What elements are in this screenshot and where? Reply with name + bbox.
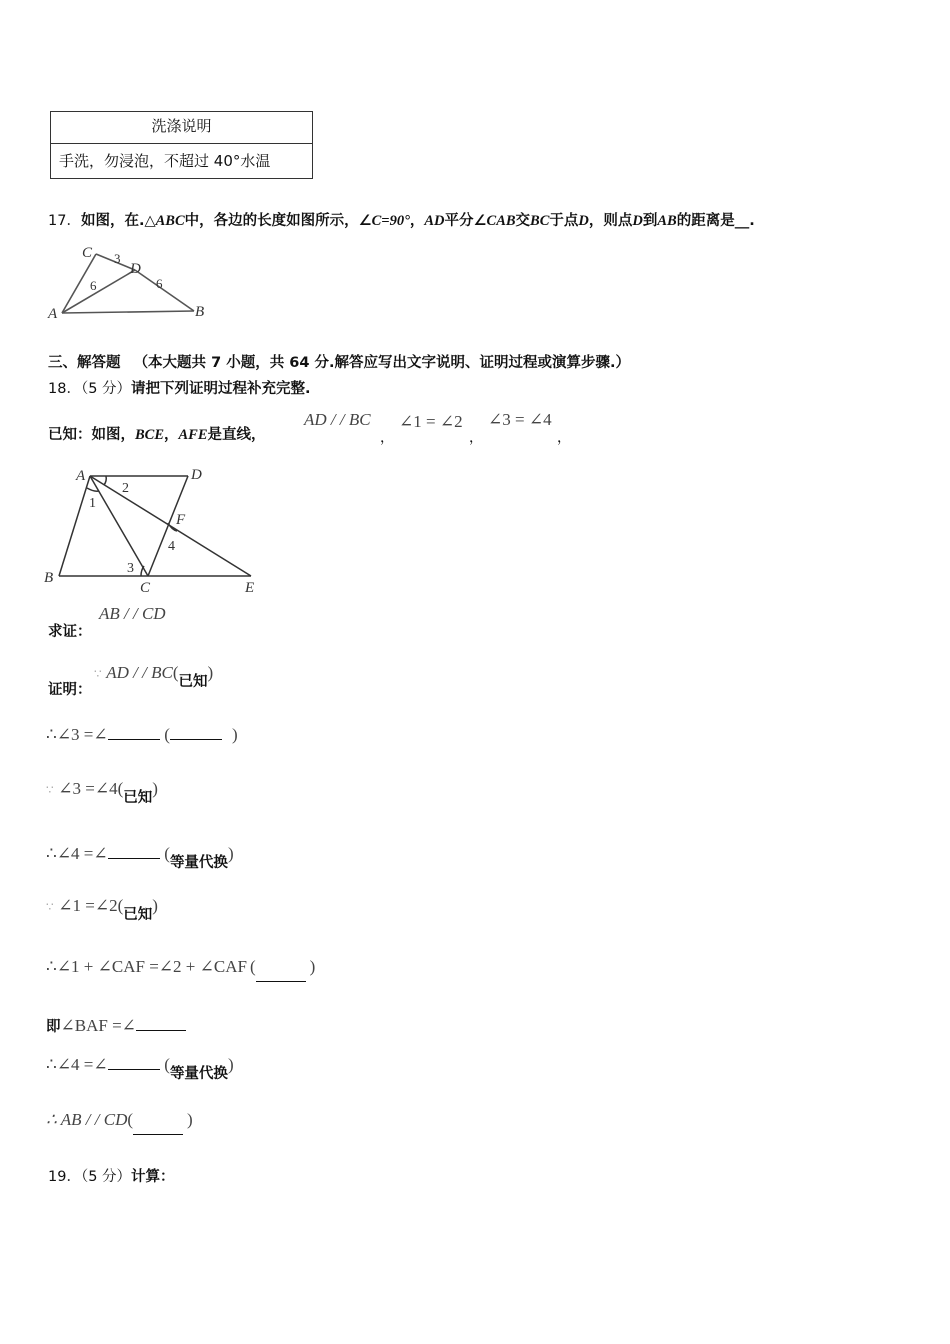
q17-ad: AD xyxy=(424,213,445,229)
q17-number: 17． xyxy=(48,213,81,229)
step4-reason: 等量代换 xyxy=(169,855,228,871)
q18-comma: ， xyxy=(557,430,571,446)
q18-proof-label: 证明： xyxy=(48,682,92,698)
paren: ( xyxy=(117,779,124,798)
question-18 xyxy=(48,379,311,399)
because-symbol: ∵ xyxy=(94,667,102,681)
q17-ab: AB xyxy=(657,213,677,229)
paren: ) xyxy=(187,1110,193,1129)
q17-length-db: 6 xyxy=(156,276,163,291)
wash-instructions-table xyxy=(50,111,313,179)
paren: ( xyxy=(117,896,124,915)
proof-step-5 xyxy=(46,895,158,925)
paren: ( xyxy=(164,725,170,744)
proof-step-4 xyxy=(46,840,234,870)
section-3-note: （本大题共 7 小题，共 64 分.解答应写出文字说明、证明过程或演算步骤.） xyxy=(133,355,631,371)
step4-blank-angle[interactable] xyxy=(108,840,160,859)
paren: ) xyxy=(227,1055,234,1074)
paren: ) xyxy=(152,779,158,798)
q17-text: ，则点 xyxy=(588,213,633,229)
q19-number: 19． xyxy=(48,1169,81,1185)
q18-prove-statement: AB / / CD xyxy=(99,604,166,623)
q18-angle-2: 2 xyxy=(122,481,129,496)
q18-given-mid: 是直线， xyxy=(207,427,266,443)
q18-comma: ， xyxy=(469,430,483,446)
proof-step-8 xyxy=(46,1051,234,1081)
q18-label-a: A xyxy=(76,468,86,484)
paren: ) xyxy=(207,663,214,682)
step1-reason: 已知 xyxy=(178,674,208,690)
q19-score: （5 分） xyxy=(80,1169,132,1185)
q18-cond-ad-parallel-bc: AD / / BC xyxy=(304,410,371,429)
wash-table-content: 手洗，勿浸泡，不超过 40°水温 xyxy=(59,152,271,170)
q18-cond-angle3-eq-angle4: ∠3 = ∠4 xyxy=(488,410,552,429)
paren: ( xyxy=(164,844,170,863)
q18-label-f: F xyxy=(176,512,186,528)
q18-prompt: 请把下列证明过程补充完整. xyxy=(131,381,311,397)
step1-stmt: AD / / BC xyxy=(106,663,173,682)
because-symbol: ∵ xyxy=(46,783,54,797)
step4-stmt: ∴∠4 =∠ xyxy=(46,844,108,863)
q17-text: 中，各边的长度如图所示，∠ xyxy=(184,213,372,229)
question-19 xyxy=(48,1167,175,1187)
q17-abc: ABC xyxy=(155,213,185,229)
q18-geometry-figure xyxy=(40,462,265,598)
q18-given-label: 已知：如图， xyxy=(48,427,135,443)
q17-cab: CAB xyxy=(486,213,516,229)
paren: ) xyxy=(227,844,234,863)
paren: ) xyxy=(152,896,158,915)
step3-reason: 已知 xyxy=(123,790,153,806)
q18-label-e: E xyxy=(245,580,255,596)
q18-given xyxy=(48,425,266,445)
question-17 xyxy=(48,211,755,231)
step2-stmt: ∴∠3 =∠ xyxy=(46,725,108,744)
paren: ( xyxy=(164,1055,170,1074)
q18-score: （5 分） xyxy=(80,381,132,397)
step2-blank-angle[interactable] xyxy=(108,721,160,740)
proof-step-9 xyxy=(46,1106,193,1136)
q17-text: ， xyxy=(409,213,425,229)
proof-step-3 xyxy=(46,778,158,808)
step8-stmt: ∴∠4 =∠ xyxy=(46,1055,108,1074)
proof-step-1 xyxy=(94,662,213,692)
proof-step-6 xyxy=(46,953,315,983)
q17-length-cd: 3 xyxy=(114,251,121,266)
step3-stmt: ∠3 =∠4 xyxy=(58,779,118,798)
step7-stmt: ∠BAF =∠ xyxy=(60,1016,136,1035)
q17-text: 如图，在.△ xyxy=(80,213,156,229)
q18-given-afe: AFE xyxy=(178,427,208,443)
paren: ) xyxy=(231,725,238,744)
step9-stmt: ∴ AB / / CD xyxy=(46,1110,128,1129)
q17-text: 交 xyxy=(515,213,531,229)
q18-given-bce: BCE xyxy=(135,427,165,443)
step6-blank-reason[interactable] xyxy=(256,963,306,982)
q17-d2: D xyxy=(632,213,643,229)
section-3-title: 三、解答题 xyxy=(48,355,121,371)
q17-text: 到 xyxy=(642,213,658,229)
step7-prefix: 即 xyxy=(46,1019,61,1035)
paren: ) xyxy=(309,957,316,976)
q18-cond-angle1-eq-angle2: ∠1 = ∠2 xyxy=(399,412,463,431)
q18-comma: ， xyxy=(380,430,394,446)
q17-label-a: A xyxy=(48,306,58,322)
q17-label-b: B xyxy=(195,304,205,320)
q17-label-c: C xyxy=(82,245,93,261)
q17-text: 的距离是__. xyxy=(676,213,755,229)
q17-length-ad: 6 xyxy=(90,278,97,293)
step9-blank-reason[interactable] xyxy=(133,1116,183,1135)
q18-prove-label: 求证： xyxy=(48,624,92,640)
q17-d: D xyxy=(578,213,589,229)
q17-angle-c: C=90° xyxy=(371,213,410,229)
q18-number: 18． xyxy=(48,381,81,397)
q17-text: 平分∠ xyxy=(444,213,487,229)
step5-stmt: ∠1 =∠2 xyxy=(58,896,118,915)
paren: ( xyxy=(127,1110,134,1129)
step7-blank-angle[interactable] xyxy=(136,1012,186,1031)
paren: ( xyxy=(249,957,256,976)
q17-label-d: D xyxy=(130,261,141,277)
step8-blank-angle[interactable] xyxy=(108,1051,160,1070)
proof-step-2 xyxy=(46,721,238,751)
q17-text: 于点 xyxy=(549,213,579,229)
q18-label-b: B xyxy=(44,570,54,586)
paren: ( xyxy=(172,663,179,682)
step5-reason: 已知 xyxy=(123,907,153,923)
section-3-heading xyxy=(48,353,630,373)
step8-reason: 等量代换 xyxy=(169,1066,228,1082)
q17-triangle-figure xyxy=(44,240,214,324)
q18-angle-1: 1 xyxy=(89,496,96,511)
proof-step-7 xyxy=(46,1012,186,1042)
q17-bc: BC xyxy=(530,213,550,229)
q18-label-c: C xyxy=(140,580,151,596)
q18-angle-3: 3 xyxy=(127,561,134,576)
step6-stmt: ∴∠1 + ∠CAF =∠2 + ∠CAF xyxy=(46,957,247,976)
wash-table-header: 洗涤说明 xyxy=(51,112,312,144)
q19-prompt: 计算： xyxy=(131,1169,175,1185)
q18-label-d: D xyxy=(191,467,202,483)
because-symbol: ∵ xyxy=(46,900,54,914)
q18-given-sep: ， xyxy=(164,427,179,443)
q18-angle-4: 4 xyxy=(168,539,175,554)
step2-blank-reason[interactable] xyxy=(170,721,222,740)
